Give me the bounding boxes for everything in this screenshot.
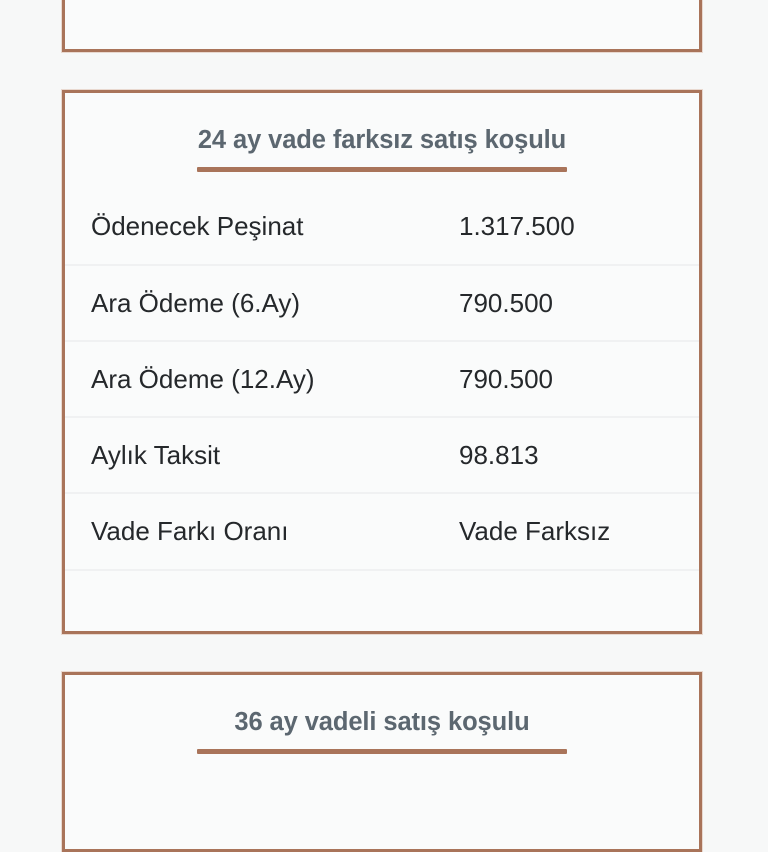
row-label-odenecek-pesinat: Ödenecek Peşinat: [91, 211, 304, 241]
row-label-aylik-taksit: Aylık Taksit: [65, 417, 453, 493]
payment-plan-card-previous: [62, 0, 702, 52]
card-36-month-title: 36 ay vadeli satış koşulu: [234, 708, 530, 736]
card-24-month-title-underline: [197, 167, 567, 172]
row-value-ara-odeme-12-ay: 790.500: [453, 341, 699, 417]
card-24-month-title-line-1: 24 ay vade farksız satış: [197, 126, 478, 154]
table-row: [65, 341, 699, 417]
card-24-month-header: [65, 93, 699, 172]
payment-plan-card-36-month: [62, 672, 702, 852]
table-row: [65, 189, 699, 265]
row-label-ara-odeme-12-ay: Ara Ödeme (12.Ay): [65, 341, 453, 417]
row-label-vade-farki-orani: Vade Farkı Oranı: [65, 493, 453, 569]
card-36-month-title-underline: [197, 749, 567, 754]
table-row: [65, 417, 699, 493]
row-label-ara-odeme-6-ay: Ara Ödeme (6.Ay): [65, 265, 453, 341]
card-36-month-header: [65, 675, 699, 754]
row-value-ara-odeme-6-ay: 790.500: [453, 265, 699, 341]
table-footer-divider: [65, 569, 699, 611]
card-24-month-title-line-2: koşulu: [484, 126, 567, 154]
payment-terms-table-24-month: [65, 189, 699, 569]
row-value-odenecek-pesinat: 1.317.500: [459, 211, 575, 241]
table-row: [65, 265, 699, 341]
card-24-month-title: [172, 119, 592, 161]
row-value-vade-farki-orani: Vade Farksız: [453, 493, 699, 569]
payment-plan-card-24-month: [62, 90, 702, 634]
table-row: [65, 493, 699, 569]
row-value-aylik-taksit: 98.813: [453, 417, 699, 493]
